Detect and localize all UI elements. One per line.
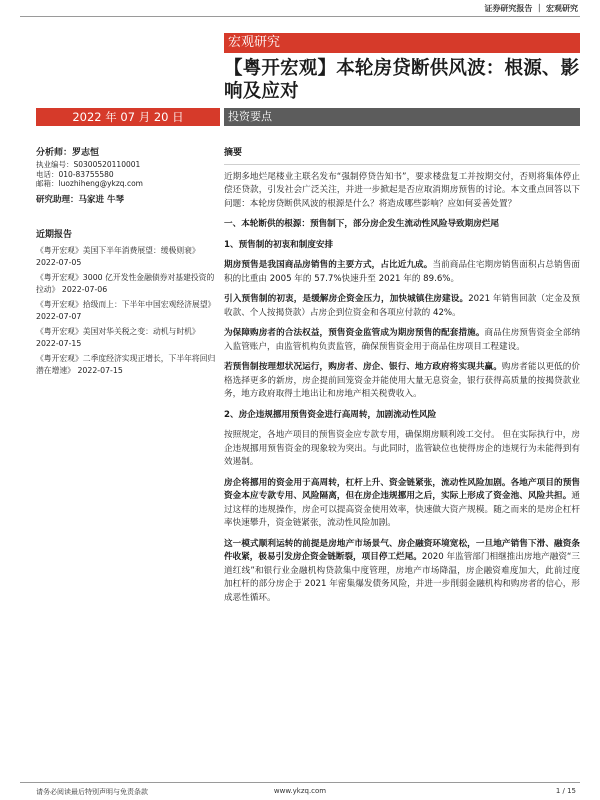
paragraph-2-lead: 引入预售制的初衷，是缓解房企资金压力，加快城镇住房建设。: [224, 294, 469, 304]
section-label: 投资要点: [224, 108, 580, 126]
paragraph-6-lead: 房企将挪用的资金用于高周转，杠杆上升、资金链紧张，流动性风险加剧。各地产项目的预售资金本应专款专用、风险隔离，但在房企违规挪用之后，实际上形成了资金池、风险共担。: [224, 477, 580, 501]
top-header: [0, 0, 600, 18]
paragraph-1: [224, 259, 580, 286]
paragraph-6-body: 通过这样的违规操作，房企可以提高资金使用效率，快速做大资产规模。随之而来的是房企杠杆率快速攀升，资金链紧张，流动性风险加剧。: [224, 491, 580, 528]
report-date: 2022 年 07 月 20 日: [36, 108, 220, 126]
subsection-1-1-heading: 1、预售制的初衷和制度安排: [224, 239, 334, 250]
paragraph-3-body: 商品住房预售资金全部纳入监管账户，由监管机构负责监管，确保预售资金用于商品住房项目工程建设。: [224, 328, 580, 352]
recent-report-item[interactable]: 《粤开宏观》美国对华关税之变：动机与时机》 2022-07-15: [36, 326, 200, 348]
abstract-heading: 摘要: [224, 147, 580, 165]
intro-paragraph: 近期多地烂尾楼业主联名发布“强制停贷告知书”，要求楼盘复工并按期交付，否则将集体停止偿还贷款，引发社会广泛关注，并进一步掀起是否应取消期房预售的讨论。本文重点回答以下问题：本轮房贷断供风波的根源是什么？将造成哪些影响？应如何妥善处置？: [224, 171, 580, 209]
main-content: [224, 147, 580, 612]
paragraph-4-lead: 若预售制按理想状况运行，购房者、房企、银行、地方政府将实现共赢。: [224, 362, 502, 372]
paragraph-2-body: 2021 年销售回款（定金及预收款、个人按揭贷款）占房企到位资金和各项应付款的 42%。: [224, 294, 580, 318]
paragraph-1-lead: 期房预售是我国商品房销售的主要方式，占比近九成。: [224, 260, 433, 270]
paragraph-1-body: 当前商品住宅期房销售面积占总销售面积的比重由 2005 年的 57.7%快速升至 2021 年的 89.6%。: [224, 260, 580, 284]
subsection-1-2-heading: 2、房企违规挪用预售资金进行高周转，加剧流动性风险: [224, 409, 437, 420]
analyst-name: 分析师：罗志恒: [36, 148, 100, 158]
paragraph-7-body: 2020 年监管部门相继推出房地产融资“三道红线”和银行业金融机构贷款集中度管理，房地产市场降温，房企融资难度加大，此前过度加杠杆的部分房企于 2021 年密集爆发债务风险，并进一步削弱金融机构和购房者的信心，形成恶性循环。: [224, 552, 580, 603]
phone-number: 电话：010-83755580: [36, 169, 114, 179]
recent-report-item[interactable]: 《粤开宏观》拾级而上：下半年中国宏观经济展望》 2022-07-07: [36, 299, 216, 321]
paragraph-4: [224, 361, 580, 402]
paragraph-2: [224, 293, 580, 320]
paragraph-7-lead: 这一模式顺利运转的前提是房地产市场景气、房企融资环境宽松，一旦地产销售下滑、融资条件收紧，极易引发房企资金链断裂，项目停工烂尾。: [224, 538, 580, 562]
header-divider: [20, 16, 580, 17]
email-address: 邮箱：luozhiheng@ykzq.com: [36, 179, 143, 188]
page-footer: [20, 782, 580, 796]
recent-reports-list: [36, 245, 216, 377]
recent-reports-title: 近期报告: [36, 229, 73, 240]
license-number: 执业编号：S0300520110001: [36, 160, 141, 169]
page-title: 【粤开宏观】本轮房贷断供风波：根源、影响及应对: [224, 58, 580, 102]
page-number: 1 / 15: [555, 787, 576, 795]
website-link[interactable]: www.ykzq.com: [273, 787, 327, 795]
report-type-label: 证券研究报告 ｜ 宏观研究: [484, 4, 578, 13]
section-1-heading: 一、本轮断供的根源：预售制下，部分房企发生流动性风险导致期房烂尾: [224, 219, 500, 229]
recent-report-item[interactable]: 《粤开宏观》美国下半年消费展望：缓极则衰》 2022-07-05: [36, 245, 200, 267]
category-bar: 宏观研究: [224, 33, 580, 53]
paragraph-6: [224, 477, 580, 531]
paragraph-4-body: 购房者能以更低的价格选择更多的新房，房企提前回笼资金并能使用大量无息资金，银行获得高质量的按揭贷款业务，地方政府取得土地出让和房地产相关税费收入。: [224, 362, 580, 399]
recent-report-item[interactable]: 《粤开宏观》3000 亿开发性金融债券对基建投资的拉动》 2022-07-06: [36, 272, 215, 294]
recent-report-item[interactable]: 《粤开宏观》二季度经济实现正增长，下半年将回归潜在增速》 2022-07-15: [36, 353, 216, 375]
paragraph-3: [224, 327, 580, 354]
research-assistants: 研究助理：马家进 牛琴: [36, 194, 124, 205]
sidebar: [36, 148, 216, 380]
paragraph-5: 按照规定，各地产项目的预售资金应专款专用，确保期房顺利竣工交付。 但在实际执行中，房企违规挪用预售资金的现象较为突出。与此同时，监管缺位也使得房企的违规行为未能得到有效遏制。: [224, 430, 580, 467]
paragraph-3-lead: 为保障购房者的合法权益，预售资金监管成为期房预售的配套措施。: [224, 328, 485, 338]
disclaimer-note: 请务必阅读最后特别声明与免责条款: [36, 788, 148, 796]
paragraph-7: [224, 538, 580, 606]
